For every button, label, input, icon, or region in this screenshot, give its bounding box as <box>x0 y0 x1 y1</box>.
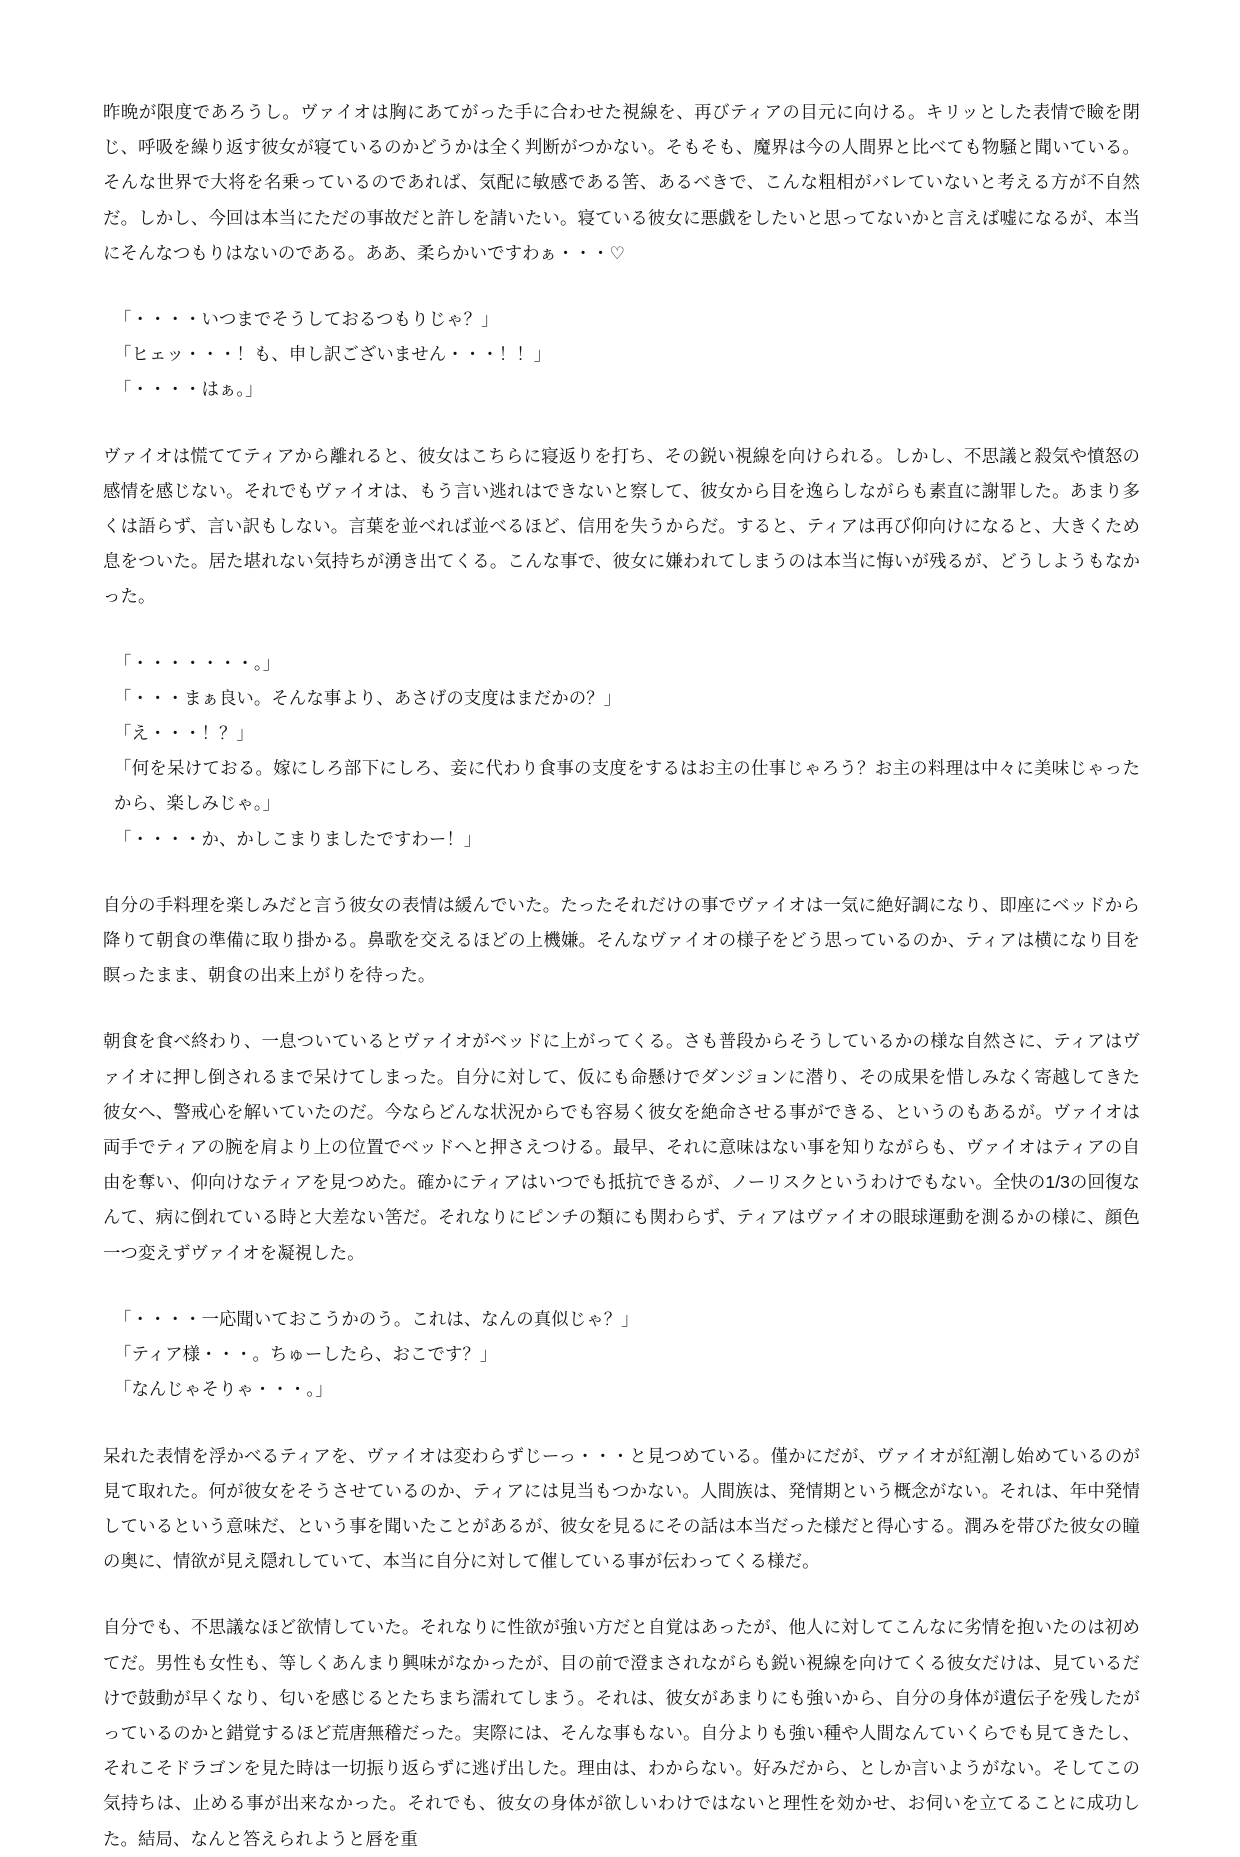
paragraph-6: 自分でも、不思議なほど欲情していた。それなりに性欲が強い方だと自覚はあったが、他人に対してこんなに劣情を抱いたのは初めてだ。男性も女性も、等しくあんまり興味がなかったが、目の前で澄まされながらも鋭い視線を向けてくる彼女だけは、見ているだけで鼓動が早くなり、匂いを感じるとたちまち濡れてしまう。それは、彼女があまりにも強いから、自分の身体が遺伝子を残したがっているのかと錯覚するほど荒唐無稽だった。実際には、そんな事もない。自分よりも強い種や人間なんていくらでも見てきたし、それこそドラゴンを見た時は一切振り返らずに逃げ出した。理由は、わからない。好みだから、としか言いようがない。そしてこの気持ちは、止める事が出来なかった。それでも、彼女の身体が欲しいわけではないと理性を効かせ、お伺いを立てることに成功した。結局、なんと答えられようと唇を重 <box>103 1617 1140 1849</box>
dialogue-line: 「・・・・か、かしこまりましたですわー！」 <box>114 828 482 849</box>
dialogue-line: 「なんじゃそりゃ・・・。」 <box>114 1379 333 1400</box>
dialogue-line: 「ヒェッ・・・！も、申し訳ございません・・・！！」 <box>114 344 552 365</box>
dialogue-block-1 <box>103 302 1140 408</box>
dialogue-line: 「・・・・はぁ。」 <box>114 379 263 400</box>
dialogue-line: 「・・・・・・・。」 <box>114 652 281 673</box>
dialogue-block-3 <box>103 1302 1140 1408</box>
document-body <box>103 95 1140 1857</box>
paragraph-1: 昨晩が限度であろうし。ヴァイオは胸にあてがった手に合わせた視線を、再びティアの目元に向ける。キリッとした表情で瞼を閉じ、呼吸を繰り返す彼女が寝ているのかどうかは全く判断がつかない。そもそも、魔界は今の人間界と比べても物騒と聞いている。そんな世界で大将を名乗っているのであれば、気配に敏感である筈、あるべきで、こんな粗相がバレていないと考える方が不自然だ。しかし、今回は本当にただの事故だと許しを請いたい。寝ている彼女に悪戯をしたいと思ってないかと言えば嘘になるが、本当にそんなつもりはないのである。ああ、柔らかいですわぁ・・・♡ <box>103 102 1140 263</box>
paragraph-3: 自分の手料理を楽しみだと言う彼女の表情は緩んでいた。たったそれだけの事でヴァイオは一気に絶好調になり、即座にベッドから降りて朝食の準備に取り掛かる。鼻歌を交えるほどの上機嫌。そんなヴァイオの様子をどう思っているのか、ティアは横になり目を瞑ったまま、朝食の出来上がりを待った。 <box>103 894 1140 986</box>
dialogue-line: 「・・・・いつまでそうしておるつもりじゃ？」 <box>114 309 499 330</box>
dialogue-line: 「何を呆けておる。嫁にしろ部下にしろ、妾に代わり食事の支度をするはお主の仕事じゃろう？お主の料理は中々に美味じゃったから、楽しみじゃ。」 <box>114 758 1140 814</box>
paragraph-2: ヴァイオは慌ててティアから離れると、彼女はこちらに寝返りを打ち、その鋭い視線を向けられる。しかし、不思議と殺気や憤怒の感情を感じない。それでもヴァイオは、もう言い逃れはできないと察して、彼女から目を逸らしながらも素直に謝罪した。あまり多くは語らず、言い訳もしない。言葉を並べれば並べるほど、信用を失うからだ。すると、ティアは再び仰向けになると、大きくため息をついた。居た堪れない気持ちが湧き出てくる。こんな事で、彼女に嫌われてしまうのは本当に悔いが残るが、どうしようもなかった。 <box>103 445 1140 607</box>
dialogue-line: 「え・・・！？」 <box>114 723 254 744</box>
dialogue-line: 「・・・・一応聞いておこうかのう。これは、なんの真似じゃ？」 <box>114 1308 639 1329</box>
paragraph-5: 呆れた表情を浮かべるティアを、ヴァイオは変わらずじーっ・・・と見つめている。僅かにだが、ヴァイオが紅潮し始めているのが見て取れた。何が彼女をそうさせているのか、ティアには見当もつかない。人間族は、発情期という概念がない。それは、年中発情しているという意味だ、という事を聞いたことがあるが、彼女を見るにその話は本当だった様だと得心する。潤みを帯びた彼女の瞳の奥に、情欲が見え隠れしていて、本当に自分に対して催している事が伝わってくる様だ。 <box>103 1445 1140 1572</box>
dialogue-line: 「・・・まぁ良い。そんな事より、あさげの支度はまだかの？」 <box>114 687 622 708</box>
dialogue-block-2 <box>103 646 1140 857</box>
paragraph-4: 朝食を食べ終わり、一息ついているとヴァイオがベッドに上がってくる。さも普段からそうしているかの様な自然さに、ティアはヴァイオに押し倒されるまで呆けてしまった。自分に対して、仮にも命懸けでダンジョンに潜り、その成果を惜しみなく寄越してきた彼女へ、警戒心を解いていたのだ。今ならどんな状況からでも容易く彼女を絶命させる事ができる、というのもあるが。ヴァイオは両手でティアの腕を肩より上の位置でベッドへと押さえつける。最早、それに意味はない事を知りながらも、ヴァイオはティアの自由を奪い、仰向けなティアを見つめた。確かにティアはいつでも抵抗できるが、ノーリスクというわけでもない。全快の1/3の回復なんて、病に倒れている時と大差ない筈だ。それなりにピンチの類にも関わらず、ティアはヴァイオの眼球運動を測るかの様に、顔色一つ変えずヴァイオを凝視した。 <box>103 1031 1140 1263</box>
dialogue-line: 「ティア様・・・。ちゅーしたら、おこです？」 <box>114 1344 498 1365</box>
